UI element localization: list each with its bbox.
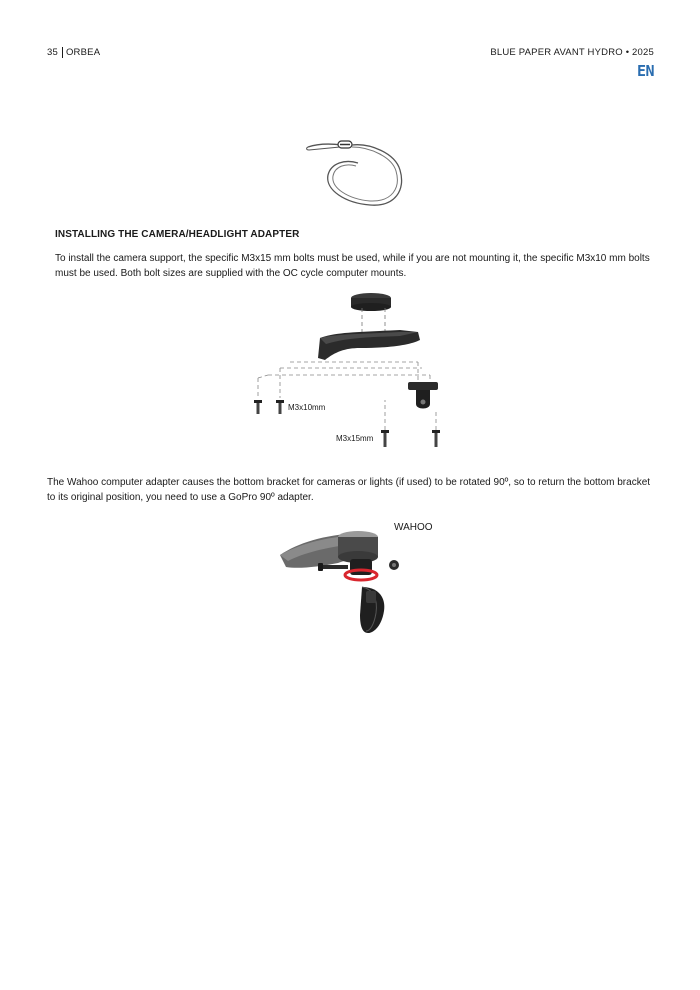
long-bolt-left — [381, 430, 389, 447]
adapter-nut — [389, 560, 399, 570]
camera-mount — [360, 587, 384, 633]
brand-name: ORBEA — [65, 47, 101, 58]
installation-paragraph: To install the camera support, the specific M3x15 mm bolts must be used, while if you are not mounting it, the specific M3x10 mm bolts must be used. Both bolt sizes are supplied with the OC cycle computer mounts. — [55, 253, 650, 279]
adapter-bolt — [318, 563, 348, 571]
wahoo-label: WAHOO — [394, 522, 433, 533]
stem-mount — [318, 330, 420, 360]
wahoo-paragraph: The Wahoo computer adapter causes the bottom bracket for cameras or lights (if used) to be rotated 90º, so to return the bottom bracket to its original position, you need to use a GoPro 90º adapter. — [47, 477, 651, 503]
lanyard-illustration — [300, 135, 420, 215]
short-bolt-left — [254, 400, 262, 414]
short-bolt-right — [276, 400, 284, 414]
gopro-adapter — [408, 382, 438, 409]
long-bolt-right — [432, 430, 440, 447]
language-code: EN — [636, 62, 654, 80]
long-bolt-label: M3x15mm — [336, 434, 374, 443]
bolt-exploded-diagram — [240, 290, 460, 455]
wahoo-adapter-illustration — [278, 515, 443, 640]
short-bolt-label: M3x10mm — [288, 403, 326, 412]
document-title: BLUE PAPER AVANT HYDRO • 2025 — [490, 47, 654, 58]
page-number: 35 — [47, 47, 63, 58]
section-heading: INSTALLING THE CAMERA/HEADLIGHT ADAPTER — [55, 229, 300, 240]
page-header-left — [47, 47, 100, 58]
